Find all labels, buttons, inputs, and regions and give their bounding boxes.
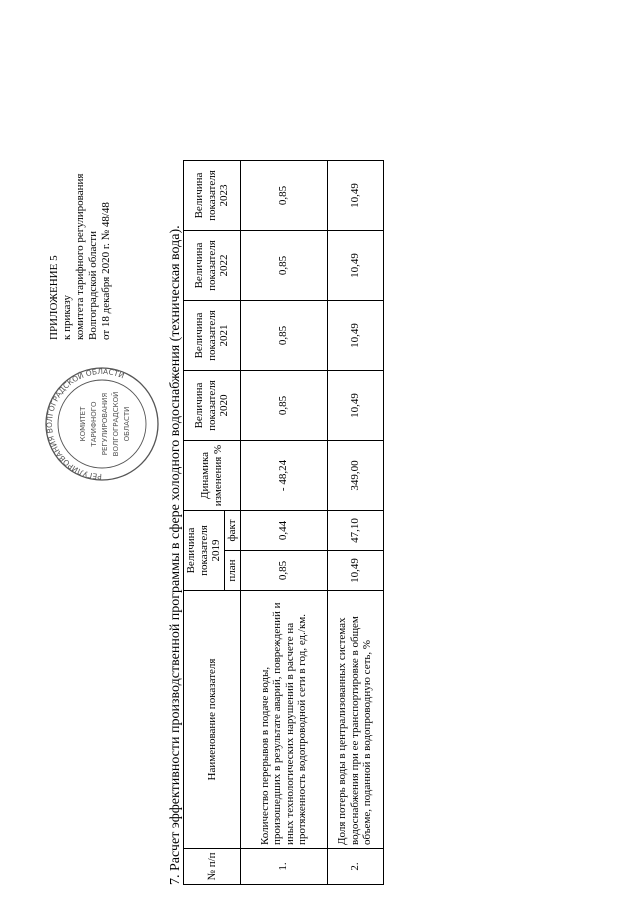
seal-line-3: РЕГУЛИРОВАНИЯ <box>101 392 109 456</box>
header-2021: Величина показателя 2021 <box>184 301 241 371</box>
header-fact: факт <box>224 511 240 551</box>
seal-ring-text: РЕГУЛИРОВАНИЯ ВОЛГОГРАДСКОЙ ОБЛАСТИ <box>44 366 126 482</box>
row-num: 2. <box>327 849 383 885</box>
appendix-ref: к приказу <box>61 294 73 340</box>
appendix-date: от 18 декабря 2020 г. № 48/48 <box>100 202 112 340</box>
header-num: № п/п <box>184 849 241 885</box>
table-caption: 7. Расчет эффективности производственной программы в сфере холодного водоснабжения (техническая вода). <box>168 225 183 885</box>
header-2023: Величина показателя 2023 <box>184 161 241 231</box>
seal-line-4: ВОЛГОГРАДСКОЙ <box>112 391 120 457</box>
appendix-region: Волгоградской области <box>87 231 99 340</box>
header-2019: Величина показателя 2019 <box>184 511 225 591</box>
header-2022: Величина показателя 2022 <box>184 231 241 301</box>
header-dynamics: Динамика изменения % <box>184 441 241 511</box>
row-plan: 0,85 <box>240 551 327 591</box>
appendix-title: ПРИЛОЖЕНИЕ 5 <box>48 255 60 340</box>
row-dynamics: 349,00 <box>327 441 383 511</box>
row-2023: 0,85 <box>240 161 327 231</box>
row-fact: 0,44 <box>240 511 327 551</box>
row-2023: 10,49 <box>327 161 383 231</box>
row-2021: 0,85 <box>240 301 327 371</box>
row-name: Доля потерь воды в централизованных системах водоснабжения при ее транспортировке в общем объеме, поданной в водопроводную сеть, % <box>327 591 383 849</box>
appendix-header <box>48 60 113 340</box>
efficiency-table <box>183 160 384 885</box>
row-name: Количество перерывов в подаче воды, произошедших в результате аварий, повреждений и иных технологических нарушений в расчете на протяженность водопроводной сети в год, ед./км. <box>240 591 327 849</box>
row-fact: 47,10 <box>327 511 383 551</box>
table-row <box>240 161 327 885</box>
seal-line-1: КОМИТЕТ <box>79 406 87 442</box>
row-dynamics: - 48,24 <box>240 441 327 511</box>
seal-line-2: ТАРИФНОГО <box>90 401 98 447</box>
row-plan: 10,49 <box>327 551 383 591</box>
header-plan: план <box>224 551 240 591</box>
row-2022: 10,49 <box>327 231 383 301</box>
header-2020: Величина показателя 2020 <box>184 371 241 441</box>
seal-line-5: ОБЛАСТИ <box>123 406 131 442</box>
official-seal <box>43 365 161 483</box>
table-row <box>327 161 383 885</box>
appendix-authority: комитета тарифного регулирования <box>74 173 86 340</box>
row-2022: 0,85 <box>240 231 327 301</box>
row-2020: 0,85 <box>240 371 327 441</box>
row-2020: 10,49 <box>327 371 383 441</box>
row-num: 1. <box>240 849 327 885</box>
row-2021: 10,49 <box>327 301 383 371</box>
rotated-page-content <box>40 50 560 885</box>
header-name: Наименование показателя <box>184 591 241 849</box>
